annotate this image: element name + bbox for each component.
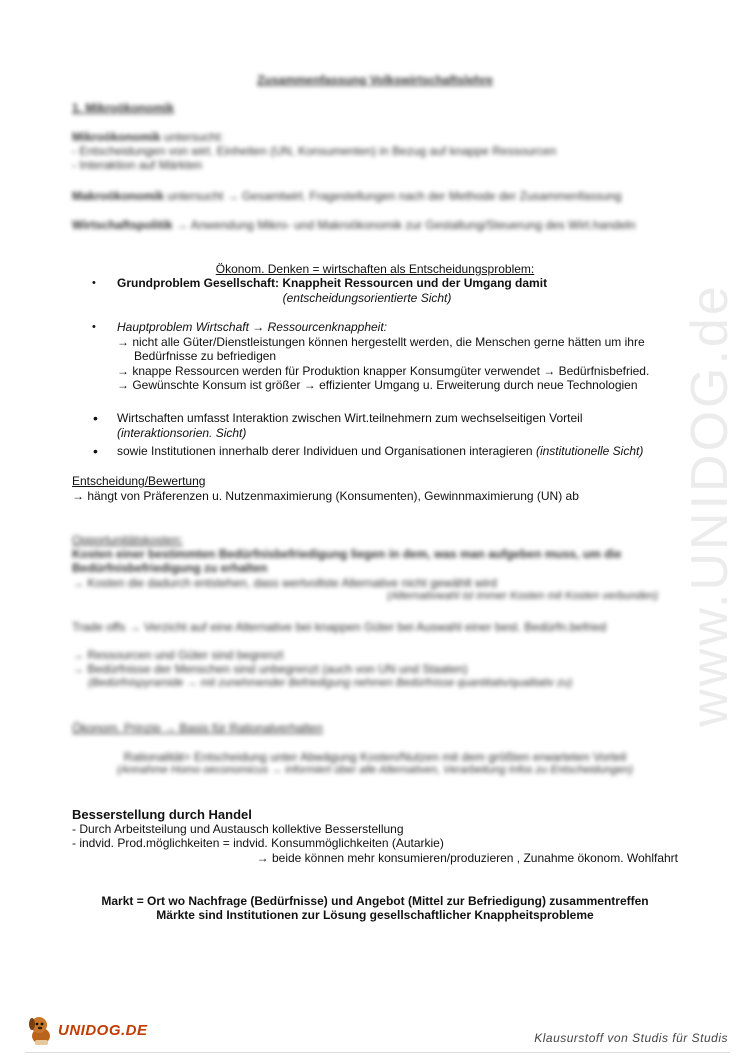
ressourcen-line-3: (Bedürfnispyramide → mit zunehmender Befriedigung nehmen Bedürfnisse quantitativ/qualitativ zu)	[88, 677, 573, 689]
prinzip-line-1: Rationalität= Entscheidung unter Abwägung Kosten/Nutzen mit dem größten erwarteten Vorteil	[123, 750, 627, 764]
politik-label: Wirtschaftspolitik	[72, 218, 173, 232]
bullet-dot: •	[93, 443, 98, 459]
bullet-dot: •	[92, 321, 96, 333]
footer-divider	[25, 1052, 730, 1053]
institutionen-italic: (institutionelle Sicht)	[535, 444, 644, 458]
mikro-intro	[72, 130, 223, 144]
mikro-intro-rest: untersucht:	[164, 130, 224, 144]
watermark: www.UNIDOG.de	[681, 283, 739, 727]
handel-line-1: - Durch Arbeitsteilung und Austausch kollektive Besserstellung	[72, 822, 404, 836]
grundproblem-sub: (entscheidungsorientierte Sicht)	[282, 291, 452, 305]
hauptproblem-line-3: → Gewünschte Konsum ist größer → effizienter Umgang u. Erweiterung durch neue Technologien	[117, 378, 638, 392]
grundproblem-line: Grundproblem Gesellschaft: Knappheit Ressourcen und der Umgang damit	[117, 276, 548, 290]
mikro-line-2: - Interaktion auf Märkten	[72, 158, 203, 172]
hauptproblem-title: Hauptproblem Wirtschaft → Ressourcenknappheit:	[117, 320, 388, 334]
dog-mascot-icon	[26, 1014, 56, 1046]
opportunity-line-3: → Kosten die dadurch entstehen, dass wertvollste Alternative nicht gewählt wird	[72, 576, 497, 590]
handel-heading: Besserstellung durch Handel	[72, 807, 252, 822]
oekonom-heading: Ökonom. Denken = wirtschaften als Entscheidungsproblem:	[215, 262, 535, 276]
mikro-line-1: - Entscheidungen von wirt. Einheiten (UN, Konsumenten) in Bezug auf knappe Ressourcen	[72, 144, 557, 158]
makro-line	[72, 189, 622, 203]
institutionen-line	[117, 444, 643, 458]
opportunity-heading: Opportunitätskosten:	[72, 533, 183, 547]
tradeoffs-line: Trade offs → Verzicht auf eine Alternative bei knappen Güter bei Auswahl einer best. Bedürfn.befried	[72, 620, 607, 634]
opportunity-line-4: (Alternativwahl ist immer Kosten mit Kosten verbunden)	[387, 590, 658, 602]
bullet-dot: •	[93, 410, 98, 426]
makro-rest: untersucht → Gesamtwirt. Fragestellungen nach der Methode der Zusammenfassung	[167, 189, 622, 203]
wirtschaften-line-2: (interaktionsorien. Sicht)	[117, 426, 247, 440]
politik-rest: → Anwendung Mikro- und Makroökonomik zur Gestaltung/Steuerung des Wirt.handeln	[175, 218, 636, 232]
prinzip-line-2: (Annahme Homo oeconomicus → informiert über alle Alternativen, Verarbeitung Infos zu Entscheidungen)	[117, 764, 633, 776]
bullet-dot: •	[92, 277, 96, 289]
footer-tagline: Klausurstoff von Studis für Studis	[534, 1031, 728, 1045]
hauptproblem-line-2: → knappe Ressourcen werden für Produktion knapper Konsumgüter verwendet → Bedürfnisbefried.	[117, 364, 650, 378]
institutionen-text: sowie Institutionen innerhalb derer Individuen und Organisationen interagieren	[117, 444, 536, 458]
wirtschaften-line-1: Wirtschaften umfasst Interaktion zwischen Wirt.teilnehmern zum wechselseitigen Vorteil	[117, 411, 583, 425]
logo-text: UNIDOG.DE	[58, 1021, 148, 1039]
mikro-label: Mikroökonomik	[72, 130, 161, 144]
opportunity-line-1: Kosten einer bestimmten Bedürfnisbefriedigung liegen in dem, was man aufgeben muss, um die	[72, 547, 622, 561]
opportunity-line-2: Bedürfnisbefriedigung zu erhalten	[72, 561, 268, 575]
makro-label: Makroökonomik	[72, 189, 165, 203]
politik-line	[72, 218, 636, 232]
markt-line-2: Märkte sind Institutionen zur Lösung gesellschaftlicher Knappheitsprobleme	[156, 908, 594, 922]
entscheidung-line: → hängt von Präferenzen u. Nutzenmaximierung (Konsumenten), Gewinnmaximierung (UN) ab	[72, 489, 579, 503]
section-heading-mikro: 1. Mikroökonomik	[72, 101, 175, 115]
markt-line-1: Markt = Ort wo Nachfrage (Bedürfnisse) und Angebot (Mittel zur Befriedigung) zusammentreffen	[101, 894, 649, 908]
hauptproblem-line-1b: Bedürfnisse zu befriedigen	[134, 349, 277, 363]
prinzip-heading: Ökonom. Prinzip → Basis für Rationalverhalten	[72, 721, 323, 735]
ressourcen-line-2: → Bedürfnisse der Menschen sind unbegrenzt (auch von UN und Staaten)	[72, 662, 468, 676]
entscheidung-heading: Entscheidung/Bewertung	[72, 474, 206, 488]
ressourcen-line-1: → Ressourcen und Güter sind begrenzt	[72, 648, 284, 662]
document-title: Zusammenfassung Volkswirtschaftslehre	[257, 73, 493, 87]
unidog-logo[interactable]	[26, 1014, 148, 1046]
hauptproblem-line-1: → nicht alle Güter/Dienstleistungen können hergestellt werden, die Menschen gerne hätten um ihre	[117, 335, 645, 349]
handel-line-3: → beide können mehr konsumieren/produzieren , Zunahme ökonom. Wohlfahrt	[256, 851, 678, 865]
handel-line-2: - indvid. Prod.möglichkeiten = indvid. Konsummöglichkeiten (Autarkie)	[72, 836, 444, 850]
